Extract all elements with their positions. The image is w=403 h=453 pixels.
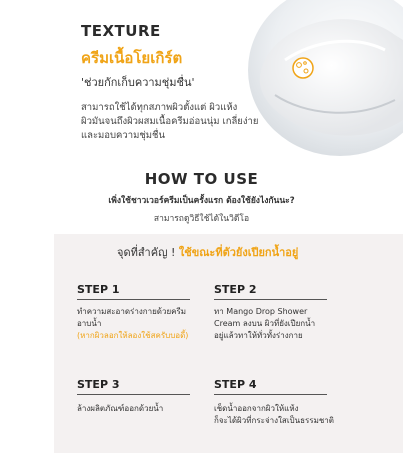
step-2-label: STEP 2 <box>214 283 257 296</box>
how-to-use-title: HOW TO USE <box>144 170 259 188</box>
step-1-text <box>77 306 195 342</box>
step-3-label: STEP 3 <box>77 378 120 391</box>
step-2-text-line: อยู่แล้วทาให้ทั่วทั้งร่างกาย <box>214 331 303 340</box>
how-to-use-answer: สามารถดูวิธีใช้ได้ในวิดีโอ <box>153 214 250 224</box>
step-4-divider <box>214 394 327 395</box>
texture-thai-title: ครีมเนื้อโยเกิร์ต <box>81 49 183 67</box>
step-2-text-line: ทา Mango Drop Shower <box>214 307 308 316</box>
step-1-label: STEP 1 <box>77 283 120 296</box>
cream-texture-image <box>245 0 403 163</box>
step-1-note: (หากผิวลอกให้ลองใช้สครับบอดี้) <box>77 331 189 340</box>
step-2-divider <box>214 299 327 300</box>
step-1-text-line: อาบน้ำ <box>77 319 102 328</box>
step-1-divider <box>77 299 190 300</box>
step-1-text-line: ทำความสะอาดร่างกายด้วยครีม <box>77 307 187 316</box>
texture-section <box>0 0 403 163</box>
step-3-text <box>77 403 195 415</box>
step-2-text-line: Cream ลงบน ผิวที่ยังเปียกน้ำ <box>214 319 316 328</box>
step-4-text-line: เช็ดน้ำออกจากผิวให้แห้ง <box>214 404 299 413</box>
step-4-text <box>214 403 349 427</box>
key-point-prefix: จุดที่สำคัญ ! <box>117 246 179 259</box>
texture-description-line: สามารถใช้ได้ทุกสภาพผิวตั้งแต่ ผิวแห้ง <box>81 102 238 113</box>
texture-quote: 'ช่วยกักเก็บความชุ่มชื่น' <box>81 76 195 89</box>
texture-description-line: และมอบความชุ่มชื่น <box>81 130 165 141</box>
key-point <box>117 243 298 261</box>
cream-texture-icon <box>293 58 313 78</box>
texture-description-line: ผิวมันจนถึงผิวผสมเนื้อครีมอ่อนนุ่ม เกลี่ยง่าย <box>81 116 259 127</box>
texture-title: TEXTURE <box>81 22 161 40</box>
step-3-divider <box>77 394 190 395</box>
step-4-text-line: ก็จะได้ผิวที่กระจ่างใสเป็นธรรมชาติ <box>214 416 334 425</box>
how-to-use-question: เพิ่งใช้ชาวเวอร์ครีมเป็นครั้งแรก ต้องใช้ยังไงกันนะ? <box>108 196 295 206</box>
step-3-text-line: ล้างผลิตภัณฑ์ออกด้วยน้ำ <box>77 404 164 413</box>
step-2-text <box>214 306 344 342</box>
key-point-highlight: ใช้ขณะที่ตัวยังเปียกน้ำอยู่ <box>178 246 299 259</box>
step-4-label: STEP 4 <box>214 378 257 391</box>
